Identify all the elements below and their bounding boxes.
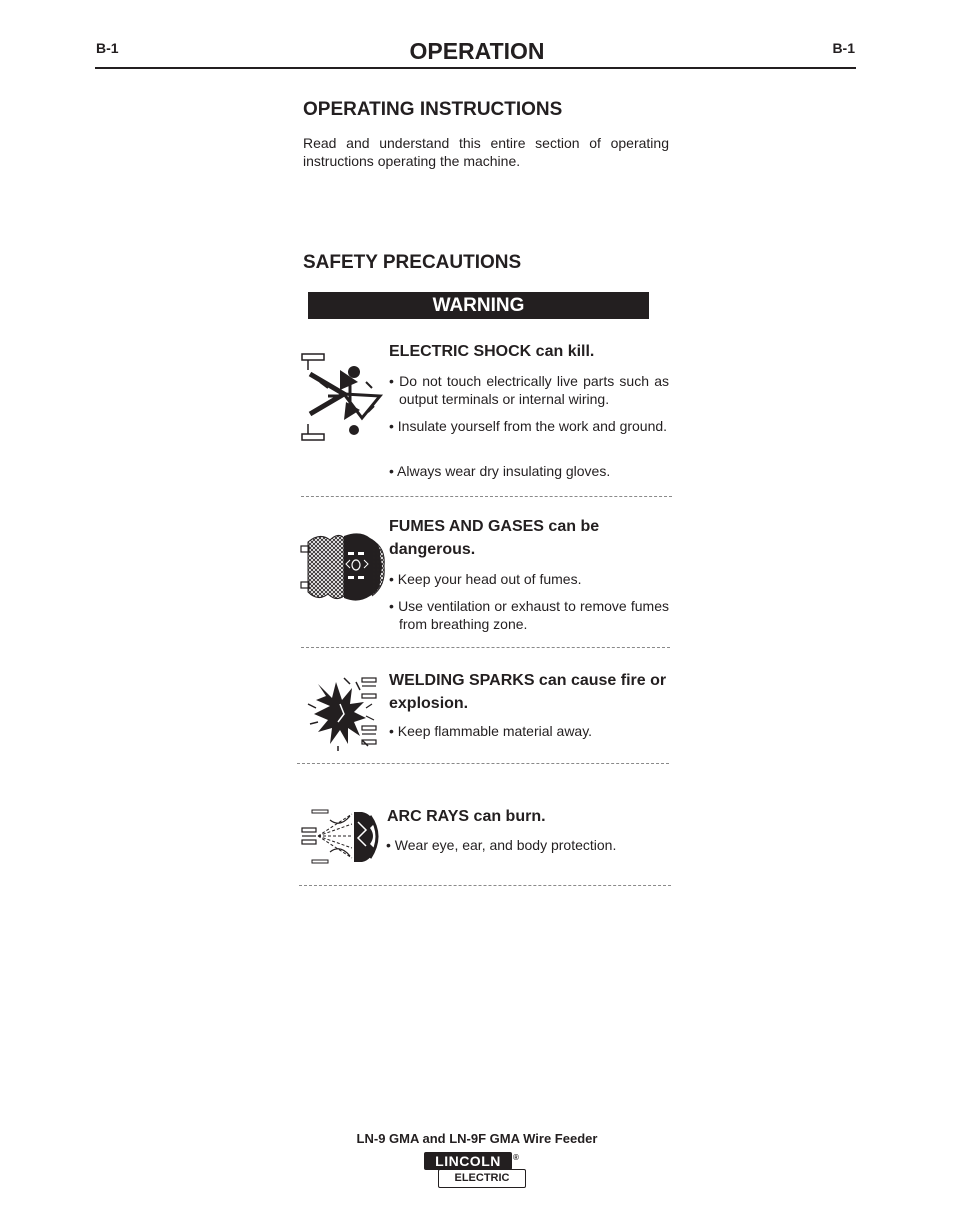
hazard-bullet: • Use ventilation or exhaust to remove fumes from breathing zone. bbox=[389, 598, 669, 632]
hazard-title-fumes-gases: FUMES AND GASES can be dangerous. bbox=[389, 518, 600, 558]
hazard-bullet: • Keep your head out of fumes. bbox=[389, 571, 582, 587]
operating-instructions-heading: OPERATING INSTRUCTIONS bbox=[303, 99, 563, 120]
warning-banner: WARNING bbox=[308, 292, 649, 319]
header-rule bbox=[95, 67, 856, 69]
hazard-bullet: • Insulate yourself from the work and ground. bbox=[389, 418, 668, 434]
hazard-bullet: • Do not touch electrically live parts such as output terminals or internal wiring. bbox=[389, 373, 669, 407]
arc-rays-icon bbox=[300, 808, 386, 871]
fumes-gases-icon bbox=[300, 530, 386, 609]
hazard-title-arc-rays: ARC RAYS can burn. bbox=[387, 808, 546, 825]
section-divider bbox=[301, 496, 672, 497]
logo-electric-text: ELECTRIC bbox=[438, 1169, 526, 1188]
operating-instructions-text: Read and understand this entire section of operating instructions operating the machine. bbox=[303, 135, 669, 169]
section-divider bbox=[297, 763, 669, 764]
logo-lincoln-text: LINCOLN bbox=[424, 1152, 512, 1170]
hazard-bullet: • Keep flammable material away. bbox=[389, 723, 593, 739]
lincoln-electric-logo bbox=[424, 1152, 528, 1190]
safety-precautions-heading: SAFETY PRECAUTIONS bbox=[303, 252, 522, 273]
page-title: OPERATION bbox=[409, 38, 545, 64]
hazard-bullet: • Wear eye, ear, and body protection. bbox=[386, 837, 617, 853]
section-divider bbox=[301, 647, 670, 648]
hazard-bullet: • Always wear dry insulating gloves. bbox=[389, 463, 611, 479]
electric-shock-icon bbox=[300, 352, 386, 449]
welding-sparks-icon bbox=[304, 674, 380, 757]
footer-model-name: LN-9 GMA and LN-9F GMA Wire Feeder bbox=[356, 1131, 598, 1146]
logo-registered-mark: ® bbox=[513, 1153, 519, 1162]
hazard-title-electric-shock: ELECTRIC SHOCK can kill. bbox=[389, 343, 595, 360]
hazard-title-welding-sparks: WELDING SPARKS can cause fire or explosion. bbox=[389, 672, 667, 712]
section-divider bbox=[299, 885, 671, 886]
page-number-right: B-1 bbox=[832, 40, 855, 56]
page-number-left: B-1 bbox=[96, 40, 119, 56]
